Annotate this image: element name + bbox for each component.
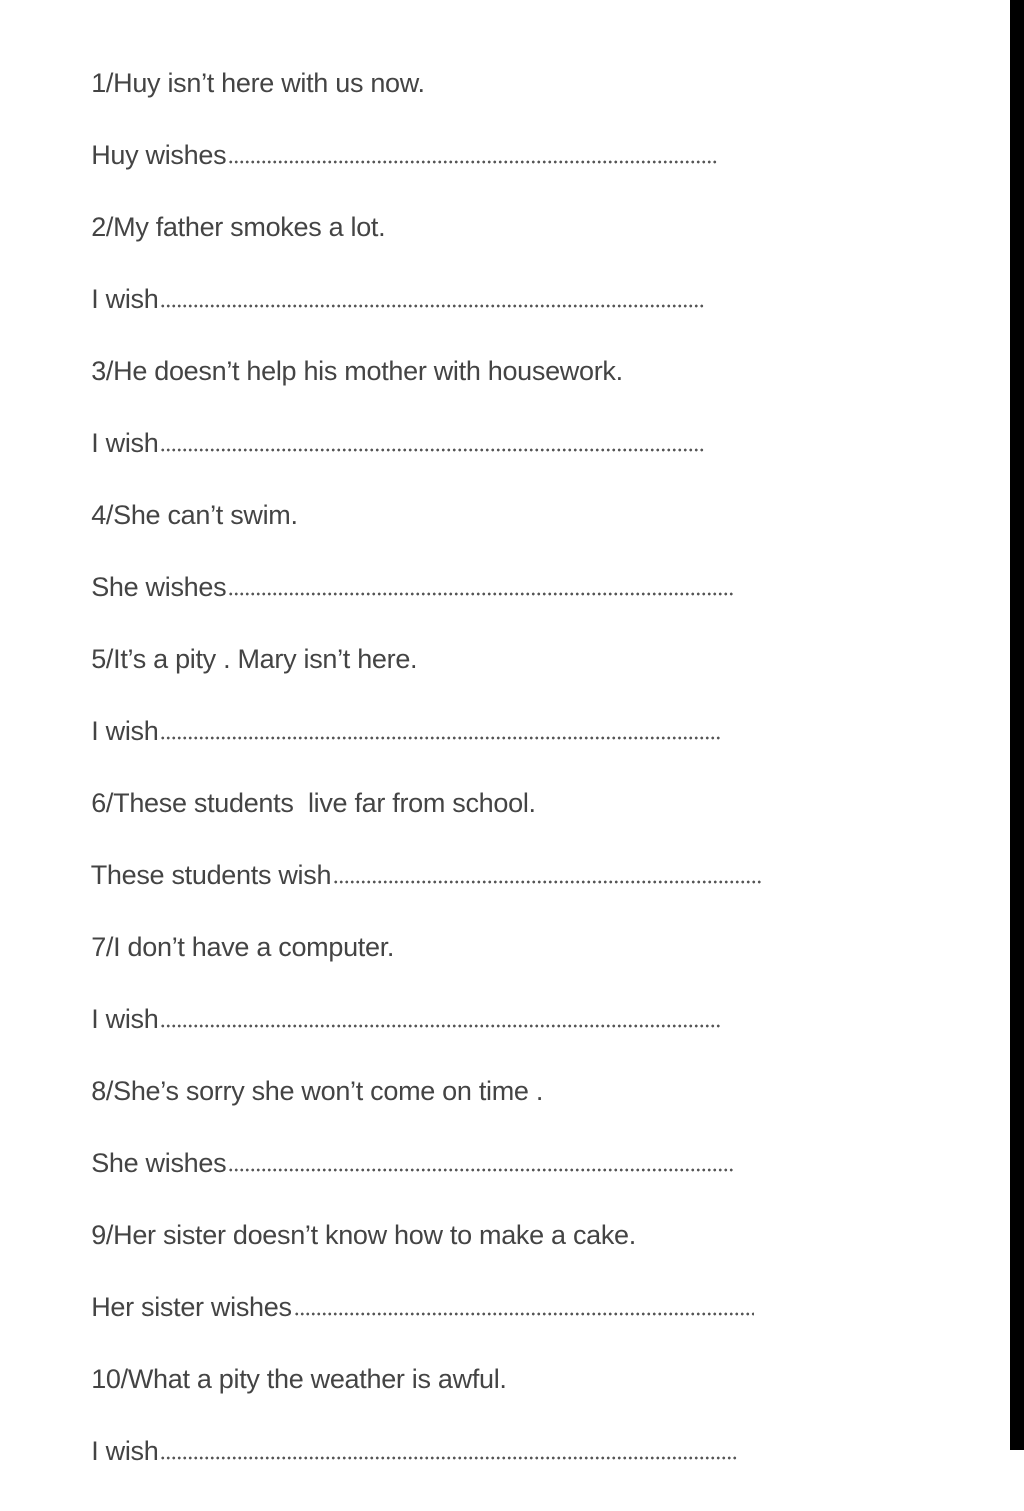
sentence-text: 5/It’s a pity . Mary isn’t here. — [91, 644, 418, 674]
sentence-text: 7/I don’t have a computer. — [91, 932, 395, 962]
sentence-6 — [48, 743, 536, 818]
answer-line-6 — [48, 815, 763, 890]
answer-blank — [294, 1312, 754, 1316]
answer-line-2 — [48, 239, 705, 314]
answer-blank — [228, 592, 733, 596]
sentence-3 — [48, 311, 623, 386]
sentence-text: 9/Her sister doesn’t know how to make a cake. — [91, 1220, 636, 1250]
answer-blank — [228, 160, 718, 164]
sentence-5 — [48, 599, 418, 674]
answer-prompt: I wish — [91, 284, 159, 314]
answer-blank — [160, 1024, 722, 1028]
sentence-text: 8/She’s sorry she won’t come on time . — [91, 1076, 544, 1106]
answer-line-7 — [48, 959, 722, 1034]
answer-prompt: Huy wishes — [91, 140, 227, 170]
page-edge-border — [1010, 0, 1024, 1450]
sentence-1 — [48, 23, 425, 98]
answer-blank — [160, 1456, 738, 1460]
answer-blank — [160, 448, 705, 452]
sentence-10 — [48, 1319, 507, 1394]
answer-prompt: I wish — [91, 1436, 159, 1466]
answer-prompt: She wishes — [91, 572, 227, 602]
sentence-text: 10/What a pity the weather is awful. — [91, 1364, 507, 1394]
sentence-4 — [48, 455, 298, 530]
answer-blank — [160, 304, 705, 308]
sentence-text: 6/These students live far from school. — [91, 788, 536, 818]
sentence-text: 1/Huy isn’t here with us now. — [91, 68, 425, 98]
answer-line-1 — [48, 95, 718, 170]
answer-prompt: Her sister wishes — [91, 1292, 292, 1322]
answer-line-5 — [48, 671, 722, 746]
answer-line-4 — [48, 527, 733, 602]
sentence-text: 4/She can’t swim. — [91, 500, 298, 530]
answer-line-9 — [48, 1247, 754, 1322]
answer-prompt: I wish — [91, 428, 159, 458]
answer-blank — [160, 736, 722, 740]
answer-blank — [333, 880, 763, 884]
answer-blank — [228, 1168, 733, 1172]
sentence-text: 3/He doesn’t help his mother with housework. — [91, 356, 623, 386]
sentence-7 — [48, 887, 395, 962]
sentence-8 — [48, 1031, 544, 1106]
answer-prompt: She wishes — [91, 1148, 227, 1178]
answer-line-8 — [48, 1103, 733, 1178]
answer-prompt: I wish — [91, 1004, 159, 1034]
answer-line-10 — [48, 1391, 738, 1466]
answer-prompt: I wish — [91, 716, 159, 746]
sentence-2 — [48, 167, 386, 242]
sentence-9 — [48, 1175, 636, 1250]
answer-prompt: These students wish — [90, 860, 332, 890]
sentence-text: 2/My father smokes a lot. — [91, 212, 386, 242]
answer-line-3 — [48, 383, 705, 458]
